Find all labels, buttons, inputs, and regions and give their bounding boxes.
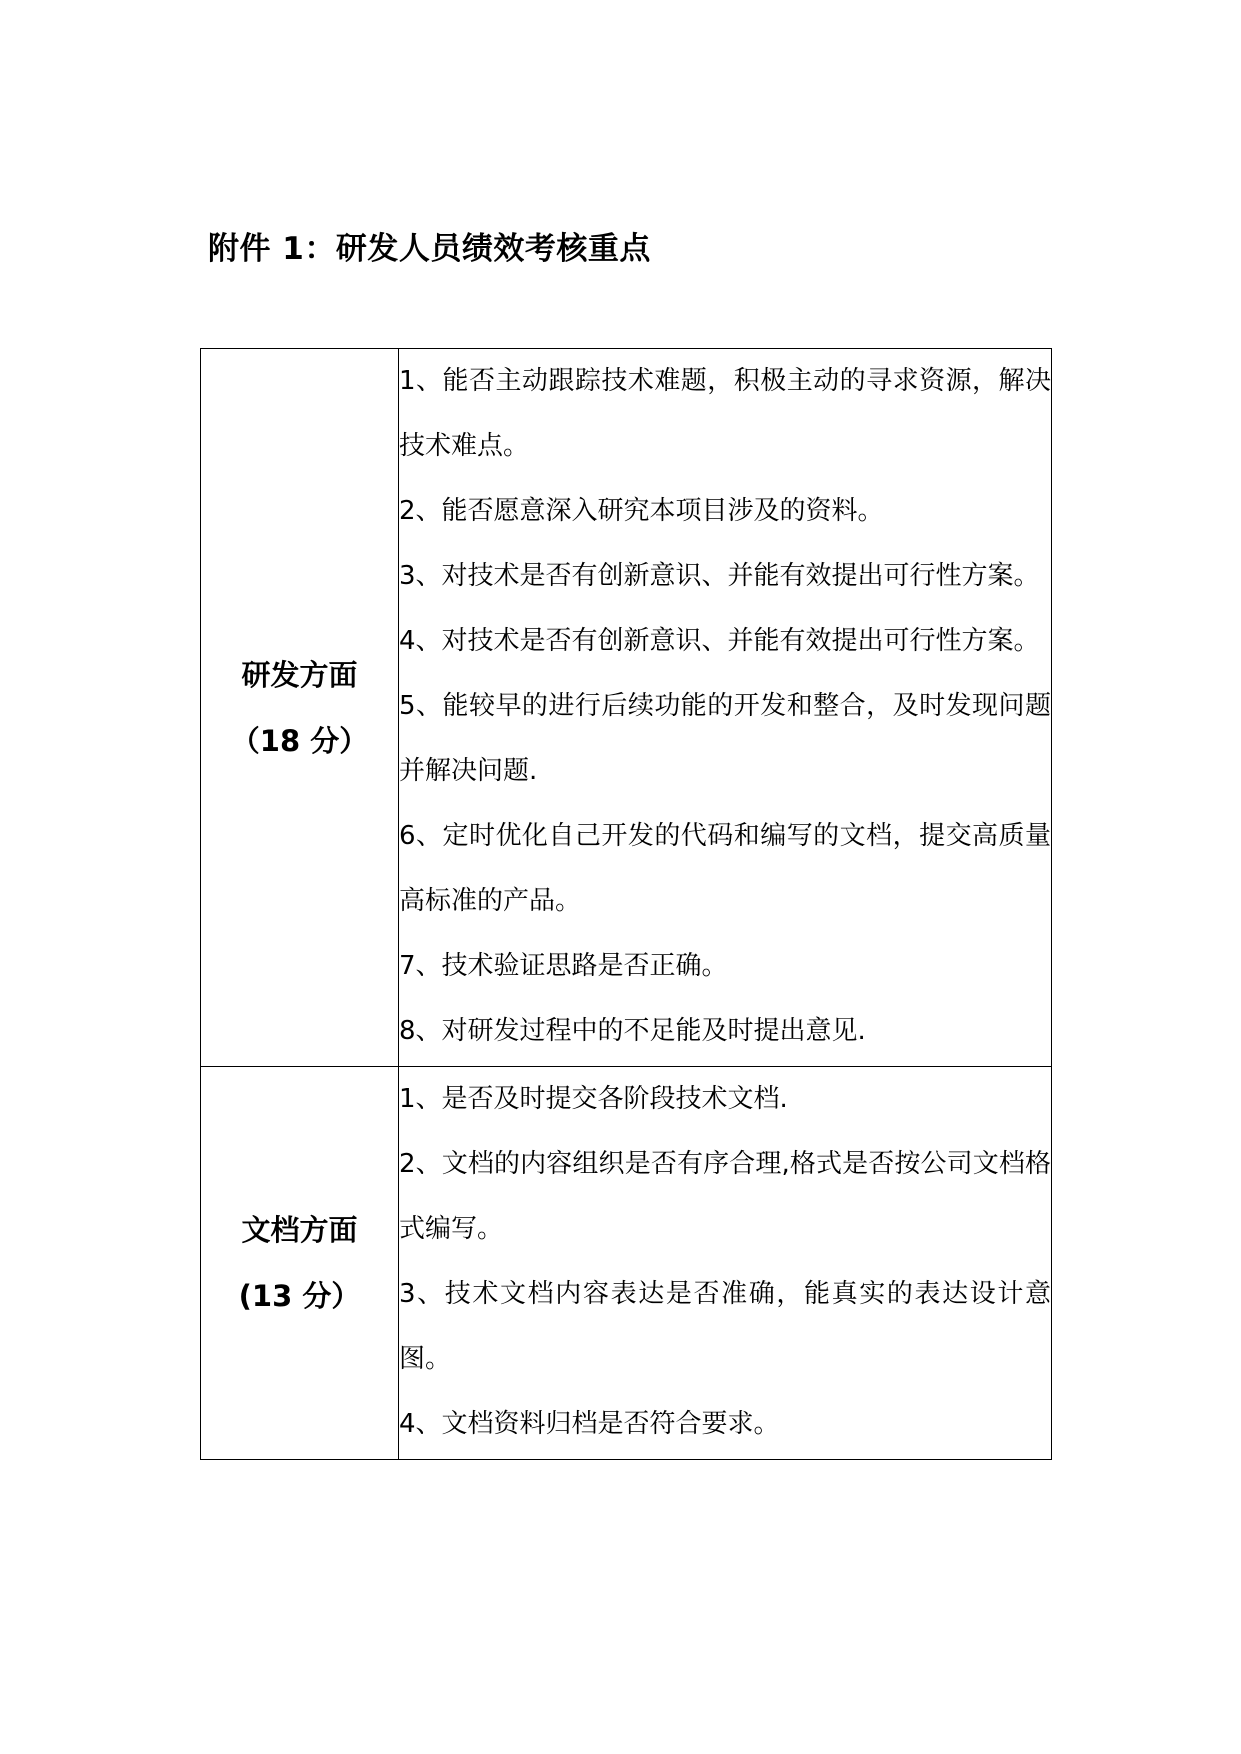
criteria-list <box>399 349 1051 1066</box>
table-row-research <box>201 349 1052 1067</box>
list-item: 4、文档资料归档是否符合要求。 <box>399 1409 780 1439</box>
list-item: 2、文档的内容组织是否有序合理,格式是否按公司文档格式编写。 <box>399 1149 1051 1244</box>
list-item: 1、是否及时提交各阶段技术文档. <box>399 1084 788 1114</box>
list-item: 7、技术验证思路是否正确。 <box>399 951 728 981</box>
table-row-documents <box>201 1067 1052 1460</box>
criteria-cell <box>399 1067 1052 1460</box>
list-item: 3、技术文档内容表达是否准确，能真实的表达设计意图。 <box>399 1279 1051 1374</box>
list-item: 4、对技术是否有创新意识、并能有效提出可行性方案。 <box>399 626 1040 656</box>
category-score: （18 分） <box>230 723 369 758</box>
category-name: 文档方面 <box>241 1213 358 1247</box>
list-item: 8、对研发过程中的不足能及时提出意见. <box>399 1016 866 1046</box>
list-item: 2、能否愿意深入研究本项目涉及的资料。 <box>399 496 884 526</box>
list-item: 5、能较早的进行后续功能的开发和整合，及时发现问题并解决问题. <box>399 691 1051 786</box>
document-title: 附件 1：研发人员绩效考核重点 <box>208 231 651 267</box>
category-score: (13 分） <box>238 1279 361 1313</box>
criteria-list <box>399 1067 1051 1459</box>
list-item: 3、对技术是否有创新意识、并能有效提出可行性方案。 <box>399 561 1040 591</box>
list-item: 1、能否主动跟踪技术难题，积极主动的寻求资源，解决技术难点。 <box>399 366 1051 461</box>
list-item: 6、定时优化自己开发的代码和编写的文档，提交高质量高标准的产品。 <box>399 821 1051 916</box>
assessment-table <box>200 348 1052 1460</box>
category-cell <box>201 1067 399 1460</box>
category-name: 研发方面 <box>241 657 358 692</box>
criteria-cell <box>399 349 1052 1067</box>
category-cell <box>201 349 399 1067</box>
